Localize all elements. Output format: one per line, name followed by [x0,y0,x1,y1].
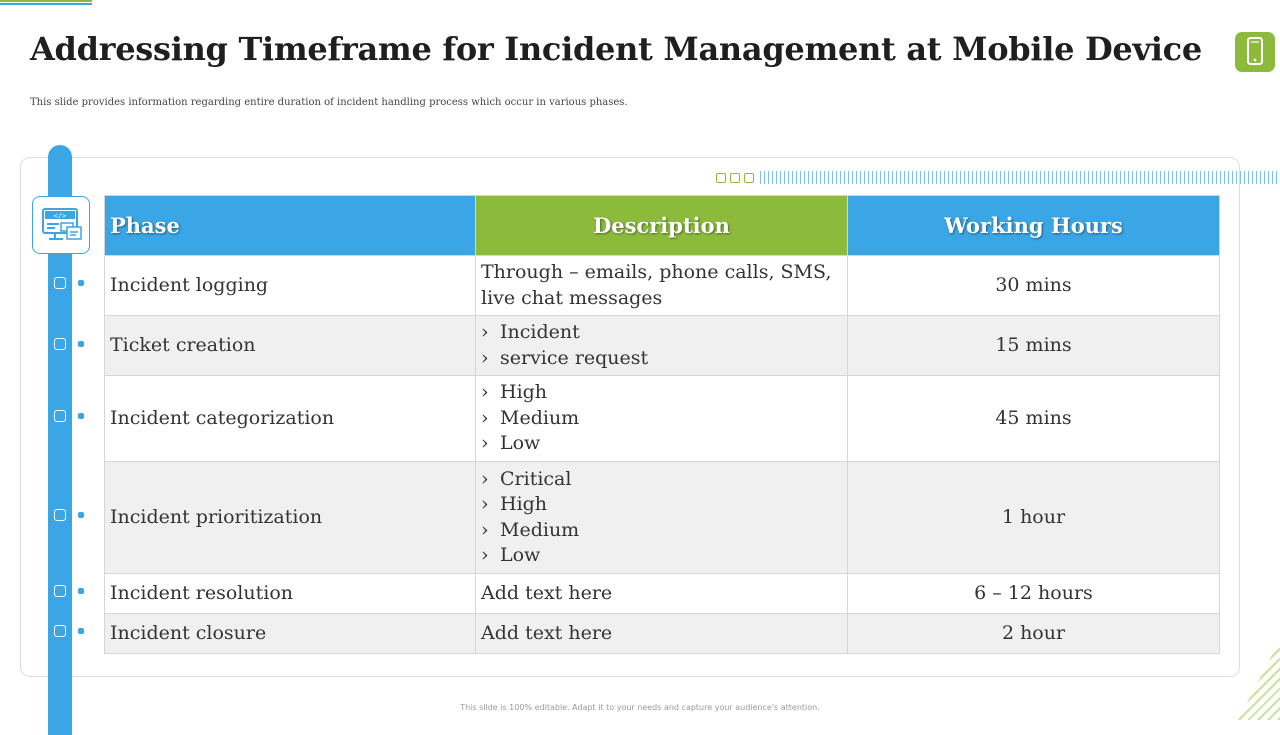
list-item: › Low [481,543,842,569]
decorative-stripes [760,171,1280,184]
description-cell [476,462,848,574]
list-item: › Critical [481,467,842,493]
description-cell: Add text here [476,614,848,654]
phase-cell: Ticket creation [105,316,476,376]
footer-note: This slide is 100% editable. Adapt it to your needs and capture your audience's attention. [460,703,820,712]
header-phase: Phase [105,196,476,256]
header-description: Description [476,196,848,256]
description-list [481,380,842,457]
hours-cell: 45 mins [848,376,1220,462]
phase-cell: Incident prioritization [105,462,476,574]
row-marker [54,410,84,422]
list-item: › High [481,380,842,406]
table-row [105,614,1220,654]
hours-cell: 15 mins [848,316,1220,376]
table-header-row [105,196,1220,256]
list-item: › Low [481,431,842,457]
description-cell [476,316,848,376]
top-accent-lines [0,0,92,6]
mobile-phone-icon [1235,32,1275,72]
list-item: › Incident [481,320,842,346]
description-cell: Through – emails, phone calls, SMS, live chat messages [476,256,848,316]
list-item: › Medium [481,518,842,544]
phase-cell: Incident resolution [105,574,476,614]
list-item: › service request [481,346,842,372]
phase-cell: Incident categorization [105,376,476,462]
hours-cell: 1 hour [848,462,1220,574]
svg-text:</>: </> [53,212,67,220]
table-row [105,316,1220,376]
table-row [105,574,1220,614]
description-cell [476,376,848,462]
hours-cell: 30 mins [848,256,1220,316]
incident-timeframe-table [104,195,1220,654]
phase-cell: Incident closure [105,614,476,654]
computer-code-icon [32,196,90,254]
row-marker [54,277,84,289]
table-row [105,256,1220,316]
description-cell: Add text here [476,574,848,614]
phase-cell: Incident logging [105,256,476,316]
table-row [105,376,1220,462]
table-row [105,462,1220,574]
header-working-hours: Working Hours [848,196,1220,256]
page-subtitle: This slide provides information regarding entire duration of incident handling process which occur in various phases. [30,97,628,108]
row-marker [54,585,84,597]
row-marker [54,509,84,521]
hours-cell: 6 – 12 hours [848,574,1220,614]
description-list [481,467,842,569]
description-list [481,320,842,371]
row-marker [54,625,84,637]
list-item: › High [481,492,842,518]
list-item: › Medium [481,406,842,432]
hours-cell: 2 hour [848,614,1220,654]
page-title: Addressing Timeframe for Incident Management at Mobile Device [30,30,1202,68]
row-marker [54,338,84,350]
